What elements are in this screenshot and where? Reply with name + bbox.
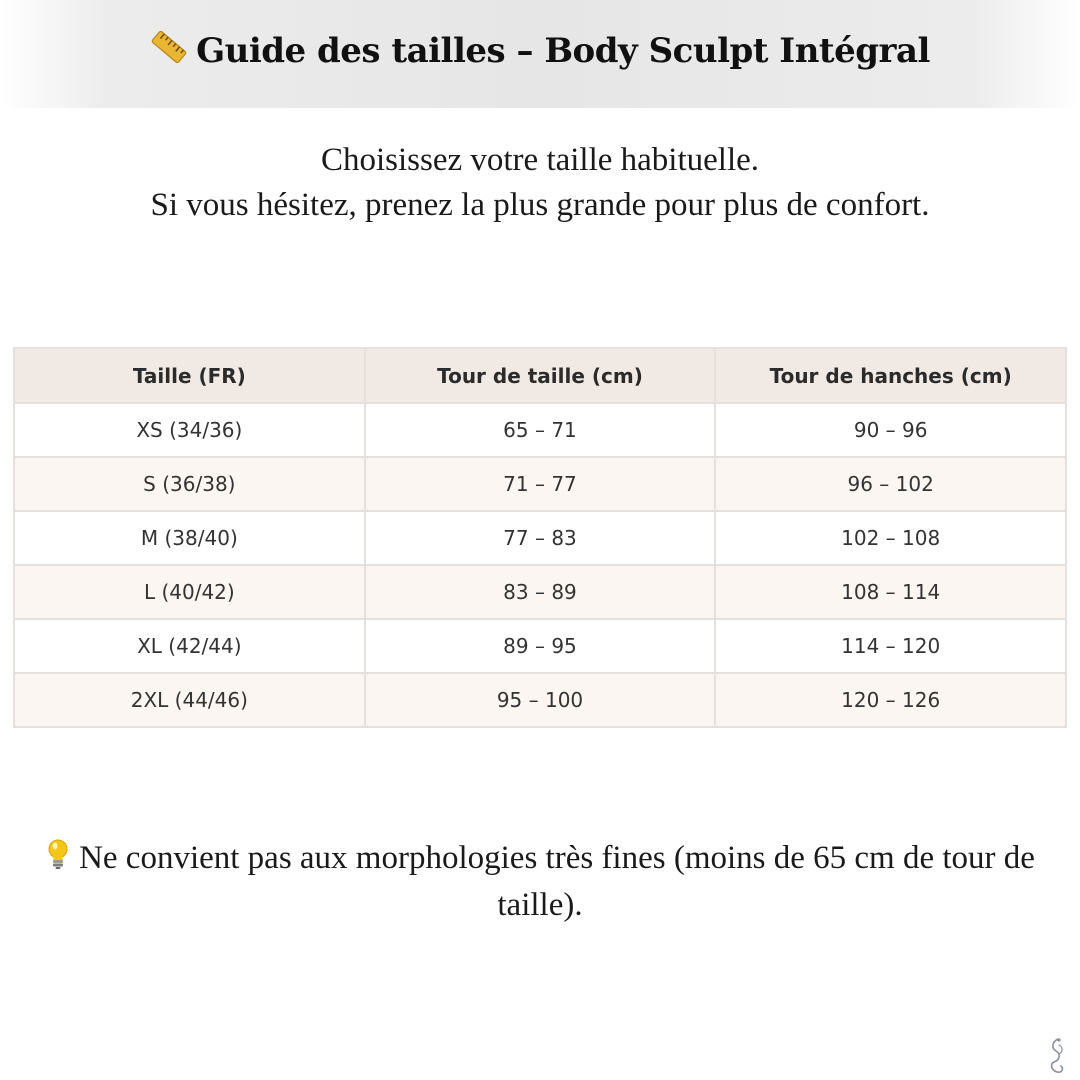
- page-title-text: Guide des tailles – Body Sculpt Intégral: [196, 31, 930, 71]
- cell-waist: 89 – 95: [365, 619, 716, 673]
- column-header-waist: Tour de taille (cm): [365, 348, 716, 403]
- intro-line-2: Si vous hésitez, prenez la plus grande pour plus de confort.: [150, 187, 930, 223]
- cell-waist: 77 – 83: [365, 511, 716, 565]
- cell-size: L (40/42): [14, 565, 365, 619]
- table-row: [14, 403, 1066, 457]
- cell-hips: 102 – 108: [715, 511, 1066, 565]
- table-row: [14, 673, 1066, 727]
- fit-note: [40, 836, 1040, 928]
- intro-line-1: Choisissez votre taille habituelle.: [320, 142, 760, 178]
- table-row: [14, 619, 1066, 673]
- ruler-icon: [150, 28, 188, 75]
- cell-hips: 108 – 114: [715, 565, 1066, 619]
- column-header-size: Taille (FR): [14, 348, 365, 403]
- cell-size: S (36/38): [14, 457, 365, 511]
- cell-waist: 83 – 89: [365, 565, 716, 619]
- cell-size: 2XL (44/46): [14, 673, 365, 727]
- cell-size: M (38/40): [14, 511, 365, 565]
- table-row: [14, 457, 1066, 511]
- cell-waist: 65 – 71: [365, 403, 716, 457]
- cell-waist: 71 – 77: [365, 457, 716, 511]
- cell-waist: 95 – 100: [365, 673, 716, 727]
- intro-text: [0, 138, 1080, 228]
- cell-size: XL (42/44): [14, 619, 365, 673]
- lightbulb-icon: [45, 838, 71, 883]
- brand-logo-icon: [1044, 1036, 1070, 1076]
- table-row: [14, 565, 1066, 619]
- cell-hips: 96 – 102: [715, 457, 1066, 511]
- size-table: [13, 347, 1067, 728]
- cell-hips: 120 – 126: [715, 673, 1066, 727]
- cell-hips: 90 – 96: [715, 403, 1066, 457]
- column-header-hips: Tour de hanches (cm): [715, 348, 1066, 403]
- table-header-row: [14, 348, 1066, 403]
- table-row: [14, 511, 1066, 565]
- cell-size: XS (34/36): [14, 403, 365, 457]
- page-title: [0, 28, 1080, 75]
- cell-hips: 114 – 120: [715, 619, 1066, 673]
- fit-note-text: Ne convient pas aux morphologies très fines (moins de 65 cm de tour de taille).: [79, 840, 1035, 923]
